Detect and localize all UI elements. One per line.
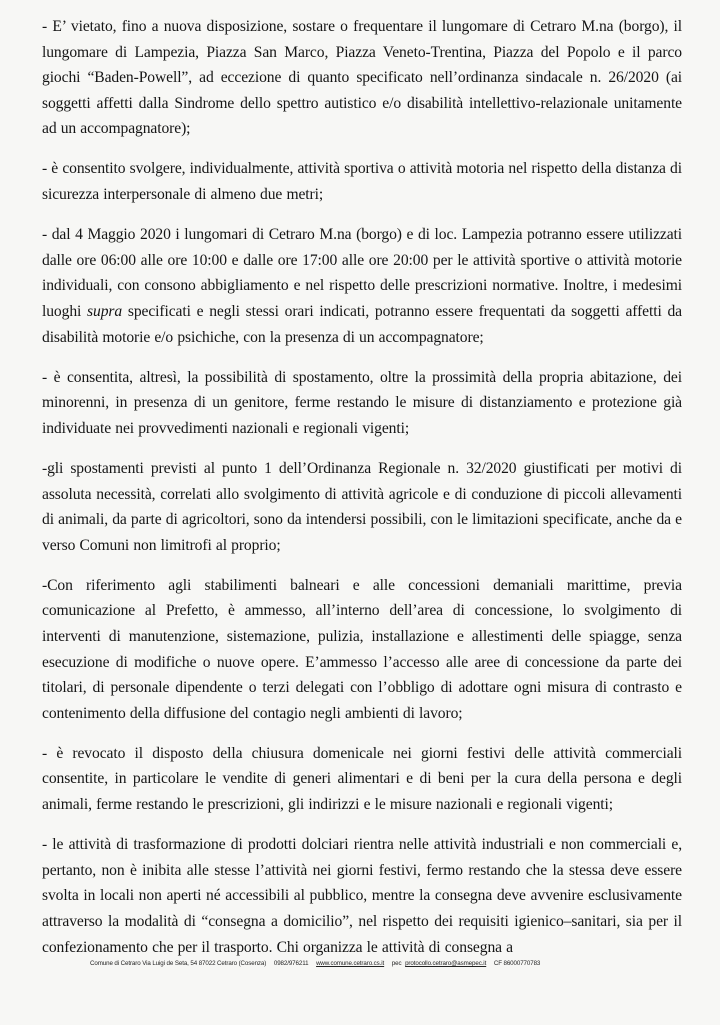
page-footer: [90, 960, 546, 967]
paragraph-minors-movement: - è consentita, altresì, la possibilità di spostamento, oltre la prossimità della propria abitazione, dei minorenni, in presenza di un genitore, ferme restando le misure di distanziamento e protezione già individuate nei provvedimenti nazionali e regionali vigenti;: [42, 368, 682, 437]
paragraph-agricultural-movement: -gli spostamenti previsti al punto 1 dell’Ordinanza Regionale n. 32/2020 giustificati per motivi di assoluta necessità, correlati allo svolgimento di attività agricole e di conduzione di piccoli allevamenti di animali, da parte di agricoltori, sono da intendersi possibili, con le limitazioni specificate, anche da e verso Comuni non limitrofi al proprio;: [42, 459, 682, 554]
paragraph-restricted-areas: - E’ vietato, fino a nuova disposizione, sostare o frequentare il lungomare di Cetraro M.na (borgo), il lungomare di Lampezia, Piazza San Marco, Piazza Veneto-Trentina, Piazza del Popolo e il parco giochi “Baden-Powell”, ad eccezione di quanto specificato nell’ordinanza sindacale n. 26/2020 (ai soggetti affetti dalla Sindrome dello spettro autistico e/o disabilità intellettivo-relazionale unitamente ad un accompagnatore);: [42, 18, 682, 138]
paragraph-sunday-closure: - è revocato il disposto della chiusura domenicale nei giorni festivi delle attività commerciali consentite, in particolare le vendite di generi alimentari e di beni per la cura della persona e degli animali, ferme restando le prescrizioni, gli indirizzi e le misure nazionali e regionali vigenti;: [42, 744, 682, 814]
footer-address: Comune di Cetraro Via Luigi de Seta, 54 87022 Cetraro (Cosenza): [90, 960, 267, 967]
footer-pec-label: pec: [391, 960, 402, 967]
paragraph-confectionery: - le attività di trasformazione di prodotti dolciari rientra nelle attività industriali e non commerciali e, pertanto, non è inibita alle stesse l’attività nei giorni festivi, fermo restando che la stessa deve essere svolta in locali non aperti né accessibili al pubblico, mentre la consegna deve avvenire esclusivamente attraverso la modalità di “consegna a domicilio”, nel rispetto dei requisiti igienico–sanitari, sia per il confezionamento che per il trasporto. Chi organizza le attività di consegna a: [42, 836, 682, 956]
footer-pec-link[interactable]: protocollo.cetraro@asmepec.it: [405, 960, 487, 967]
paragraph-seafront-hours: - dal 4 Maggio 2020 i lungomari di Cetraro M.na (borgo) e di loc. Lampezia potranno essere utilizzati dalle ore 06:00 alle ore 10:00 e dalle ore 17:00 alle ore 20:00 per le attività sportive o attività motorie individuali, con consono abbigliamento e nel rispetto delle prescrizioni normative. Inoltre, i medesimi luoghi supra specificati e negli stessi orari indicati, potranno essere frequentati da soggetti affetti da disabilità motorie e/o psichiche, con la presenza di un accompagnatore;: [42, 226, 683, 346]
footer-tax-code: CF 86000770783: [493, 960, 541, 967]
paragraph-individual-sport: - è consentito svolgere, individualmente, attività sportiva o attività motoria nel rispetto della distanza di sicurezza interpersonale di almeno due metri;: [42, 160, 682, 204]
footer-website-link[interactable]: www.comune.cetraro.cs.it: [316, 960, 385, 967]
italic-term: supra: [87, 302, 123, 320]
footer-phone: 0982/976211: [273, 960, 309, 967]
paragraph-beach-concessions: -Con riferimento agli stabilimenti balneari e alle concessioni demaniali marittime, previa comunicazione al Prefetto, è ammesso, all’interno dell’area di concessione, lo svolgimento di interventi di manutenzione, sistemazione, pulizia, installazione e allestimenti delle spiagge, senza esecuzione di modifiche o nuove opere. E’ammesso l’accesso alle aree di concessione da parte dei titolari, di personale dipendente o terzi delegati con l’obbligo di adottare ogni misura di contrasto e contenimento della diffusione del contagio negli ambienti di lavoro;: [42, 576, 682, 722]
